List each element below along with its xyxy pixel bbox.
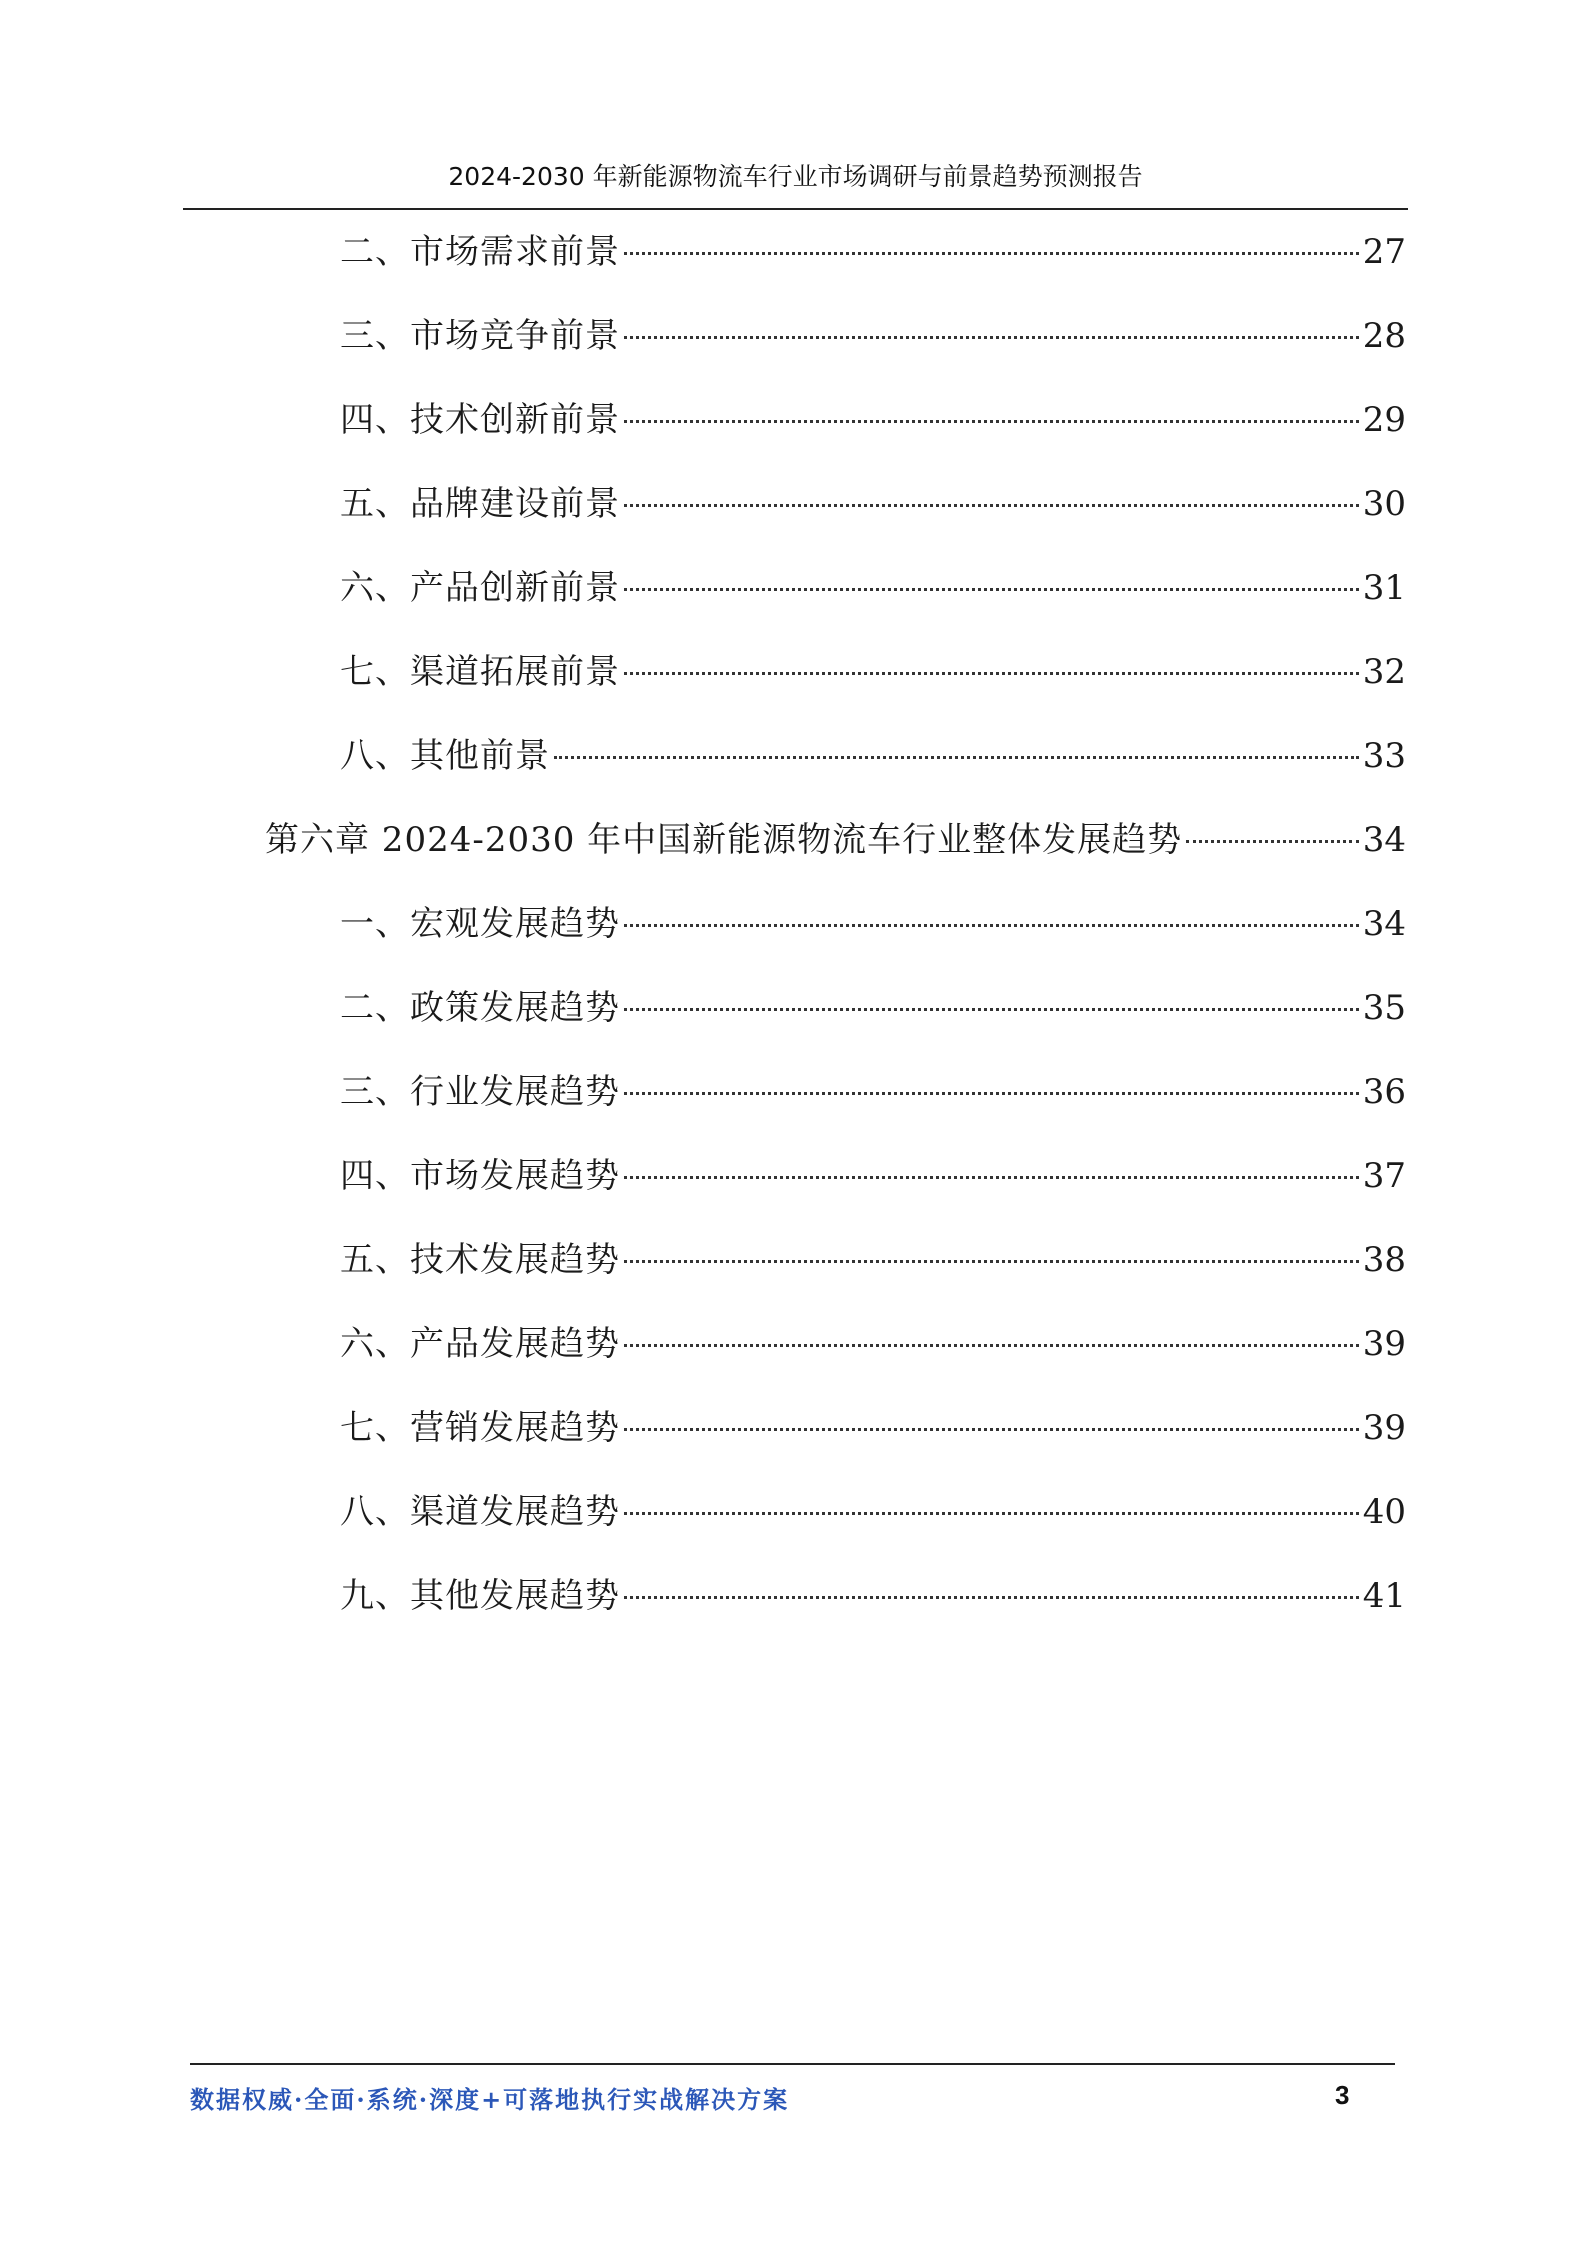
toc-chapter-label: 第六章 2024-2030 年中国新能源物流车行业整体发展趋势 xyxy=(265,820,1183,860)
toc-entry-label: 三、行业发展趋势 xyxy=(340,1072,620,1112)
toc-entry-page: 28 xyxy=(1362,316,1406,356)
toc-entry-page: 34 xyxy=(1362,904,1406,944)
toc-entry-page: 35 xyxy=(1362,988,1406,1028)
toc-entry[interactable] xyxy=(340,978,1406,1038)
toc-entry[interactable] xyxy=(340,1146,1406,1206)
toc-entry-label: 九、其他发展趋势 xyxy=(340,1576,620,1616)
toc-dot-leader xyxy=(624,1092,1359,1095)
toc-dot-leader xyxy=(624,1596,1359,1599)
toc-entry[interactable] xyxy=(340,894,1406,954)
toc-dot-leader xyxy=(624,1176,1359,1179)
toc-entry-page: 36 xyxy=(1362,1072,1406,1112)
page-number: 3 xyxy=(1335,2080,1350,2110)
toc-entry-page: 38 xyxy=(1362,1240,1406,1280)
toc-dot-leader xyxy=(624,1344,1359,1347)
toc-entry-label: 二、政策发展趋势 xyxy=(340,988,620,1028)
toc-dot-leader xyxy=(624,588,1359,591)
toc-entry-page: 37 xyxy=(1362,1156,1406,1196)
toc-entry-page: 29 xyxy=(1362,400,1406,440)
toc-entry[interactable] xyxy=(340,1398,1406,1458)
toc-chapter-entry[interactable] xyxy=(265,810,1406,870)
toc-entry[interactable] xyxy=(340,474,1406,534)
toc-dot-leader xyxy=(624,1428,1359,1431)
toc-dot-leader xyxy=(1186,840,1359,843)
toc-entry[interactable] xyxy=(340,558,1406,618)
toc-entry[interactable] xyxy=(340,1062,1406,1122)
toc-entry-label: 五、品牌建设前景 xyxy=(340,484,620,524)
toc-chapter-page: 34 xyxy=(1362,820,1406,860)
toc-entry-label: 八、其他前景 xyxy=(340,736,550,776)
toc-entry[interactable] xyxy=(340,1566,1406,1626)
toc-entry-page: 31 xyxy=(1362,568,1406,608)
toc-dot-leader xyxy=(624,1512,1359,1515)
toc-entry[interactable] xyxy=(340,1230,1406,1290)
toc-entry-label: 二、市场需求前景 xyxy=(340,232,620,272)
header-divider xyxy=(183,208,1408,210)
toc-entry[interactable] xyxy=(340,642,1406,702)
toc-dot-leader xyxy=(624,420,1359,423)
footer-divider xyxy=(190,2063,1395,2065)
toc-entry-page: 39 xyxy=(1362,1408,1406,1448)
toc-dot-leader xyxy=(554,756,1359,759)
toc-entry[interactable] xyxy=(340,726,1406,786)
toc-entry-label: 七、渠道拓展前景 xyxy=(340,652,620,692)
toc-dot-leader xyxy=(624,504,1359,507)
toc-dot-leader xyxy=(624,924,1359,927)
toc-entry-page: 30 xyxy=(1362,484,1406,524)
toc-entry-label: 八、渠道发展趋势 xyxy=(340,1492,620,1532)
toc-entry-page: 33 xyxy=(1362,736,1406,776)
toc-entry[interactable] xyxy=(340,1314,1406,1374)
toc-entry-page: 32 xyxy=(1362,652,1406,692)
toc-entry-label: 七、营销发展趋势 xyxy=(340,1408,620,1448)
toc-entry-label: 三、市场竞争前景 xyxy=(340,316,620,356)
toc-entry-label: 四、市场发展趋势 xyxy=(340,1156,620,1196)
toc-entry-page: 41 xyxy=(1362,1576,1406,1616)
toc-entry[interactable] xyxy=(340,306,1406,366)
toc-entry[interactable] xyxy=(340,1482,1406,1542)
toc-entry-label: 四、技术创新前景 xyxy=(340,400,620,440)
toc-entry-page: 27 xyxy=(1362,232,1406,272)
toc-entry[interactable] xyxy=(340,390,1406,450)
toc-entry-label: 六、产品发展趋势 xyxy=(340,1324,620,1364)
toc-dot-leader xyxy=(624,1260,1359,1263)
toc-dot-leader xyxy=(624,336,1359,339)
footer-slogan: 数据权威·全面·系统·深度+可落地执行实战解决方案 xyxy=(190,2085,790,2114)
toc-dot-leader xyxy=(624,252,1359,255)
toc-entry[interactable] xyxy=(340,222,1406,282)
toc-entry-page: 40 xyxy=(1362,1492,1406,1532)
toc-entry-label: 一、宏观发展趋势 xyxy=(340,904,620,944)
toc-entry-label: 五、技术发展趋势 xyxy=(340,1240,620,1280)
toc-dot-leader xyxy=(624,672,1359,675)
page-header-title: 2024-2030 年新能源物流车行业市场调研与前景趋势预测报告 xyxy=(448,162,1143,191)
toc-entry-label: 六、产品创新前景 xyxy=(340,568,620,608)
toc-dot-leader xyxy=(624,1008,1359,1011)
toc-entry-page: 39 xyxy=(1362,1324,1406,1364)
